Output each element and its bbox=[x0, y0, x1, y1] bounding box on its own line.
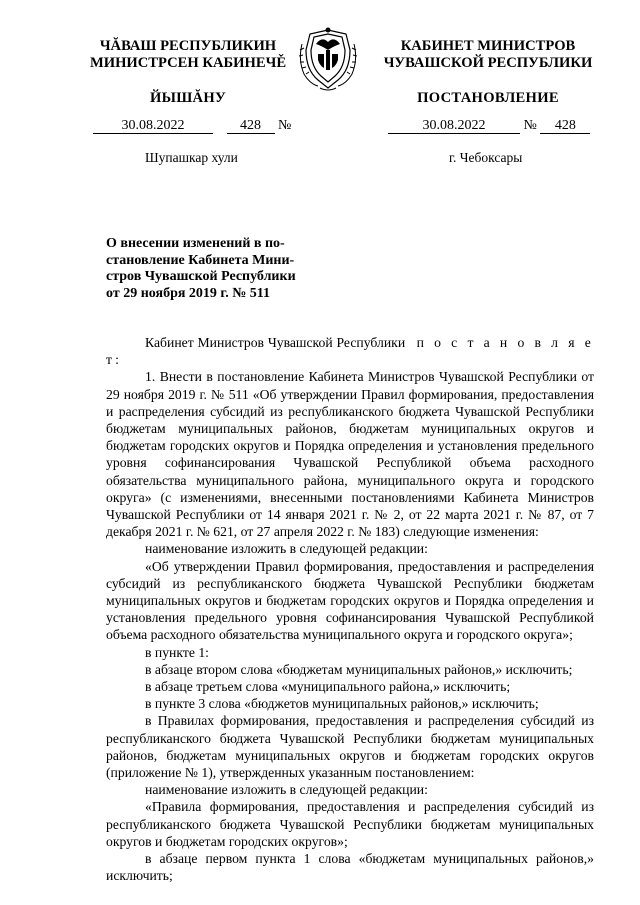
dateline-chuvash bbox=[93, 118, 291, 134]
header-russian-line2: ЧУВАШСКОЙ РЕСПУБЛИКИ bbox=[383, 54, 593, 71]
date-chuvash: 30.08.2022 bbox=[93, 118, 213, 134]
document-body bbox=[106, 334, 594, 885]
subject-line: стров Чувашской Республики bbox=[106, 269, 296, 285]
paragraph: в абзаце первом пункта 1 слова «бюджетам муниципальных районов,» исключить; bbox=[106, 851, 594, 884]
intro-text: Кабинет Министров Чувашской Республики bbox=[145, 335, 406, 350]
paragraph: в пункте 3 слова «бюджетов муниципальных районов,» исключить; bbox=[145, 696, 539, 712]
header-chuvash-line1: ЧĂВАШ РЕСПУБЛИКИН bbox=[99, 38, 277, 54]
paragraph: наименование изложить в следующей редакции: bbox=[145, 541, 428, 557]
paragraph: наименование изложить в следующей редакции: bbox=[145, 782, 428, 798]
decree-title-chuvash: ЙЫШĂНУ bbox=[149, 90, 227, 106]
number-sign-chuvash: № bbox=[278, 118, 292, 133]
header-chuvash bbox=[78, 38, 298, 71]
chuvash-emblem-icon bbox=[296, 24, 360, 94]
decree-title-russian: ПОСТАНОВЛЕНИЕ bbox=[417, 90, 559, 106]
place-chuvash: Шупашкар хули bbox=[145, 150, 238, 165]
paragraph: в Правилах формирования, предоставления и распределения субсидий из республиканского бюджета Чувашской Республики бюджетам муниципальных районов, бюджетам муниципальных округов и бюджетам городских округов (приложение № 1), утвержденных указанным постановлением: bbox=[106, 713, 594, 781]
paragraph: в абзаце третьем слова «муниципального района,» исключить; bbox=[145, 679, 511, 695]
subject-line: О внесении изменений в по- bbox=[106, 236, 285, 251]
header-russian-line1: КАБИНЕТ МИНИСТРОВ bbox=[400, 38, 576, 54]
number-sign-russian: № bbox=[523, 118, 537, 133]
paragraph: «Об утверждении Правил формирования, предоставления и распределения субсидий из республиканского бюджета Чувашской Республики бюджетам муниципальных округов и бюджетам городских округов и Порядка определения и установления предельного уровня софинансирования Чувашской Республикой объема расходного обязательства муниципального округа и городского округа»; bbox=[106, 558, 594, 643]
paragraph: 1. Внести в постановление Кабинета Министров Чувашской Республики от 29 ноября 2019 г. № 511 «Об утверждении Правил формирования, предоставления и распределения субсидий из республиканского бюджета Чувашской Республики бюджетам муниципальных районов, бюджетам муниципальных округов и бюджетам городских округов и Порядка определения и установления предельного уровня софинансирования Чувашской Республикой объема расходного обязательства муниципального района, муниципального округа и городского округа» (с изменениями, внесенными постановлениями Кабинета Министров Чувашской Республики от 14 января 2021 г. № 2, от 22 марта 2021 г. № 87, от 7 декабря 2021 г. № 621, от 27 апреля 2022 г. № 183) следующие изменения: bbox=[106, 369, 594, 540]
subject-line: от 29 ноября 2019 г. № 511 bbox=[106, 285, 271, 301]
number-chuvash: 428 bbox=[227, 118, 275, 134]
paragraph: в пункте 1: bbox=[145, 644, 209, 660]
subject-line: становление Кабинета Мини- bbox=[106, 252, 295, 268]
document-subject bbox=[106, 236, 298, 302]
header-russian bbox=[368, 38, 608, 71]
intro-paragraph bbox=[106, 334, 594, 368]
header-chuvash-line2: МИНИСТРСЕН КАБИНЕЧĚ bbox=[89, 54, 287, 71]
paragraph: «Правила формирования, предоставления и распределения субсидий из республиканского бюджета Чувашской Республики бюджетам муниципальных округов и бюджетам городских округов»; bbox=[106, 799, 594, 849]
dateline-russian bbox=[388, 118, 590, 134]
number-russian: 428 bbox=[540, 118, 590, 134]
place-russian: г. Чебоксары bbox=[449, 150, 523, 165]
intro-decree-word: п о с т а н о в л я е т: bbox=[106, 335, 594, 368]
date-russian: 30.08.2022 bbox=[388, 118, 520, 134]
paragraph: в абзаце втором слова «бюджетам муниципальных районов,» исключить; bbox=[145, 661, 573, 677]
